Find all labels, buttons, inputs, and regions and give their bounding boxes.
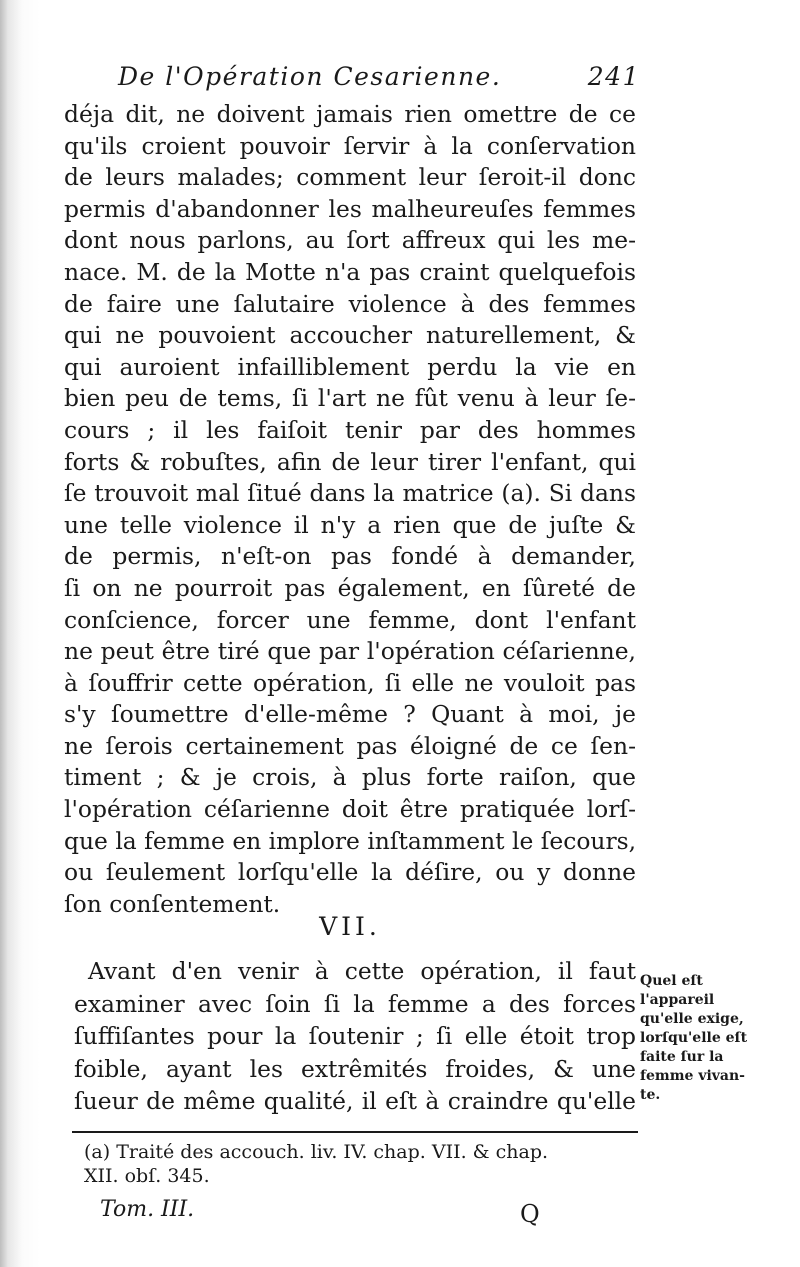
margin-note-line: lorſqu'elle eſt xyxy=(640,1030,748,1046)
text-line: qu'ils croient pouvoir ſervir à la conſervation xyxy=(64,131,636,160)
text-line: dont nous parlons, au ſort affreux qui les me- xyxy=(64,226,636,255)
text-line: timent ; & je crois, à plus forte raiſon, que xyxy=(64,763,636,792)
body-paragraph xyxy=(64,99,636,920)
margin-note-line: l'appareil xyxy=(640,992,715,1008)
running-head-title: De l'Opération Cesarienne. xyxy=(118,62,502,91)
text-line: ſueur de même qualité, il eſt à craindre qu'elle xyxy=(74,1087,636,1116)
text-line: qui ne pouvoient accoucher naturellement, & xyxy=(64,321,636,350)
text-line: l'opération céſarienne doit être pratiquée lorſ- xyxy=(64,795,636,824)
text-line: ſuffiſantes pour la ſoutenir ; ſi elle étoit trop xyxy=(74,1022,636,1051)
margin-note-line: faite ſur la xyxy=(640,1049,724,1065)
text-line: que la femme en implore inſtamment le ſecours, xyxy=(64,826,637,855)
text-line: Avant d'en venir à cette opération, il faut xyxy=(88,957,636,985)
text-line: à ſouffrir cette opération, ſi elle ne vouloit pas xyxy=(64,668,636,697)
text-line: s'y ſoumettre d'elle-même ? Quant à moi, je xyxy=(64,700,636,729)
text-line: déja dit, ne doivent jamais rien omettre de ce xyxy=(64,100,636,128)
section-number: VII. xyxy=(319,912,381,941)
volume-signature: Tom. III. xyxy=(100,1197,195,1222)
footnote xyxy=(84,1140,654,1188)
margin-note-line: te. xyxy=(640,1087,661,1103)
page-number: 241 xyxy=(587,62,640,91)
text-line: de leurs malades; comment leur ſeroit-il donc xyxy=(64,163,636,192)
text-line: qui auroient infailliblement perdu la vie en xyxy=(64,352,636,381)
margin-note-line: Quel eſt xyxy=(640,973,703,989)
text-line: ſon conſentement. xyxy=(64,889,281,918)
text-line: de faire une ſalutaire violence à des femmes xyxy=(64,289,636,318)
footnote-line: XII. obſ. 345. xyxy=(84,1165,210,1187)
text-line: conſcience, forcer une femme, dont l'enfant xyxy=(64,605,636,634)
text-line: forts & robuſtes, afin de leur tirer l'enfant, qui xyxy=(64,447,636,476)
margin-note-line: qu'elle exige, xyxy=(640,1011,744,1027)
footnote-rule xyxy=(72,1131,638,1133)
section-paragraph xyxy=(74,955,636,1118)
text-line: ne peut être tiré que par l'opération céſarienne, xyxy=(64,637,636,666)
text-line: permis d'abandonner les malheureuſes femmes xyxy=(64,194,636,223)
text-line: examiner avec ſoin ſi la femme a des forces xyxy=(74,989,636,1018)
text-line: bien peu de tems, ſi l'art ne fût venu à leur ſe- xyxy=(64,384,636,413)
text-line: foible, ayant les extrêmités froides, & une xyxy=(74,1054,636,1083)
running-head xyxy=(118,62,640,91)
text-line: une telle violence il n'y a rien que de juſte & xyxy=(64,510,636,539)
text-line: ſe trouvoit mal ſitué dans la matrice (a). Si dans xyxy=(64,479,636,508)
margin-note-line: femme vivan- xyxy=(640,1068,745,1084)
text-line: nace. M. de la Motte n'a pas craint quelquefois xyxy=(64,257,636,286)
text-line: ou ſeulement lorſqu'elle la déſire, ou y donne xyxy=(64,858,636,887)
gathering-signature: Q xyxy=(520,1200,540,1228)
margin-note xyxy=(640,972,765,1105)
text-line: ne ſerois certainement pas éloigné de ce ſen- xyxy=(64,731,636,760)
text-line: de permis, n'eſt-on pas fondé à demander, xyxy=(64,542,636,571)
footnote-line: (a) Traité des accouch. liv. IV. chap. VII. & chap. xyxy=(84,1141,549,1163)
text-line: cours ; il les faiſoit tenir par des hommes xyxy=(64,415,636,444)
text-line: ſi on ne pourroit pas également, en ſûreté de xyxy=(64,573,636,602)
